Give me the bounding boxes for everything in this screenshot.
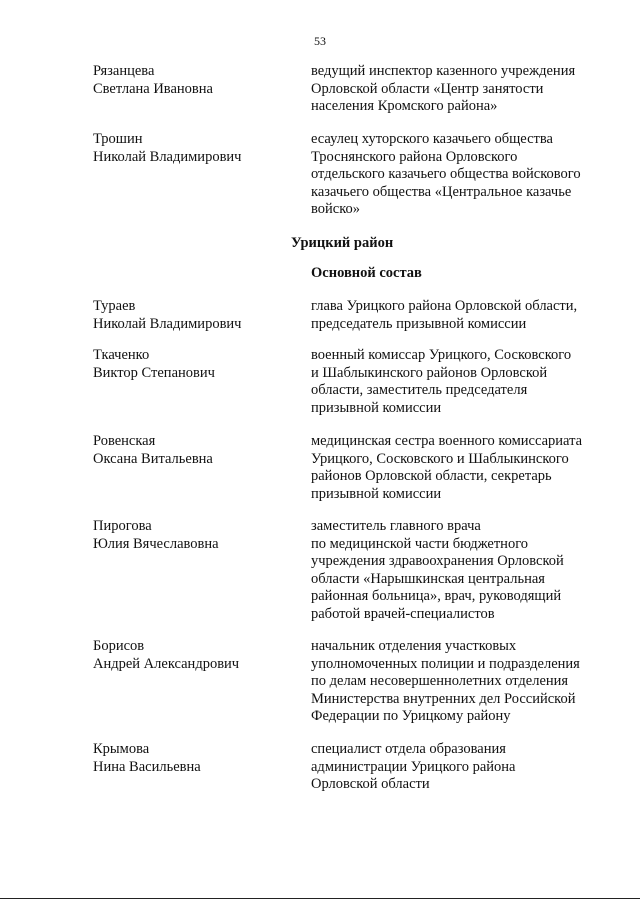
role-line: председатель призывной комиссии (311, 315, 527, 332)
district-heading: Урицкий район (291, 235, 394, 251)
given-name: Николай Владимирович (93, 315, 242, 332)
given-name: Оксана Витальевна (93, 450, 213, 467)
given-name: Андрей Александрович (93, 655, 240, 672)
role-line: призывной комиссии (311, 485, 442, 502)
page-number: 53 (314, 34, 326, 48)
member-role (311, 347, 611, 417)
surname: Борисов (93, 638, 145, 654)
given-name: Светлана Ивановна (93, 80, 213, 97)
member-role (311, 131, 611, 219)
role-line: и Шаблыкинского районов Орловской (311, 364, 548, 381)
role-line: Министерства внутренних дел Российской (311, 690, 576, 707)
role-line: начальник отделения участковых (311, 638, 517, 654)
member-name (93, 638, 293, 673)
role-line: Орловской области (311, 776, 430, 792)
role-line: области, заместитель председателя (311, 382, 528, 398)
role-line: работой врачей-специалистов (311, 605, 495, 622)
role-line: по делам несовершеннолетних отделения (311, 673, 569, 689)
given-name: Виктор Степанович (93, 364, 215, 381)
member-role (311, 63, 611, 116)
role-line: населения Кромского района» (311, 98, 498, 114)
member-role (311, 433, 611, 503)
role-line: Федерации по Урицкому району (311, 708, 511, 724)
role-line: медицинская сестра военного комиссариата (311, 433, 583, 449)
role-line: по медицинской части бюджетного (311, 535, 529, 552)
role-line: учреждения здравоохранения Орловской (311, 553, 564, 569)
surname: Рязанцева (93, 63, 155, 79)
member-role (311, 518, 611, 623)
member-role (311, 741, 611, 794)
role-line: уполномоченных полиции и подразделения (311, 655, 580, 672)
role-line: районная больница», врач, руководящий (311, 588, 562, 604)
member-name (93, 298, 293, 333)
given-name: Нина Васильевна (93, 758, 201, 775)
role-line: военный комиссар Урицкого, Сосковского (311, 347, 572, 363)
page-bottom-rule (0, 898, 640, 899)
role-line: Троснянского района Орловского (311, 148, 518, 165)
role-line: районов Орловской области, секретарь (311, 468, 552, 484)
role-line: администрации Урицкого района (311, 758, 516, 775)
member-name (93, 741, 293, 776)
surname: Пирогова (93, 518, 152, 534)
section-heading: Основной состав (311, 265, 422, 281)
given-name: Юлия Вячеславовна (93, 535, 219, 552)
surname: Крымова (93, 741, 150, 757)
role-line: ведущий инспектор казенного учреждения (311, 63, 576, 79)
role-line: области «Нарышкинская центральная (311, 570, 545, 587)
member-name (93, 63, 293, 98)
role-line: специалист отдела образования (311, 741, 506, 757)
member-name (93, 433, 293, 468)
member-name (93, 518, 293, 553)
role-line: Урицкого, Сосковского и Шаблыкинского (311, 450, 569, 467)
member-role (311, 298, 611, 333)
surname: Тураев (93, 298, 136, 314)
role-line: призывной комиссии (311, 399, 442, 416)
surname: Ткаченко (93, 347, 150, 363)
role-line: есаулец хуторского казачьего общества (311, 131, 553, 147)
role-line: войско» (311, 201, 361, 217)
given-name: Николай Владимирович (93, 148, 242, 165)
role-line: глава Урицкого района Орловской области, (311, 298, 578, 314)
member-name (93, 131, 293, 166)
role-line: Орловской области «Центр занятости (311, 80, 544, 97)
surname: Трошин (93, 131, 143, 147)
member-role (311, 638, 611, 726)
role-line: казачьего общества «Центральное казачье (311, 183, 572, 200)
role-line: отдельского казачьего общества войскового (311, 166, 581, 182)
surname: Ровенская (93, 433, 156, 449)
role-line: заместитель главного врача (311, 518, 481, 534)
member-name (93, 347, 293, 382)
